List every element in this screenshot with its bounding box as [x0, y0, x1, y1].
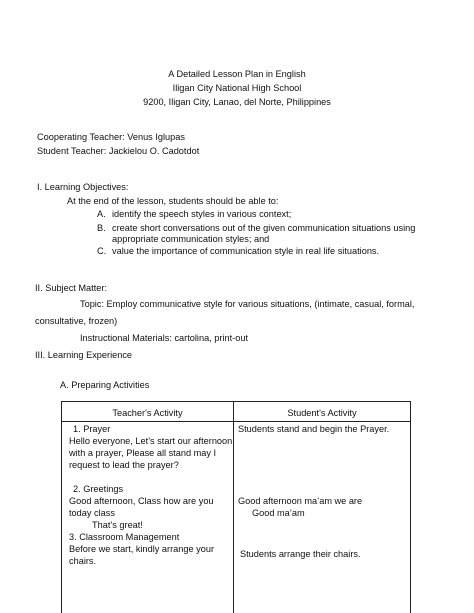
teacher-line: Hello everyone, Let’s start our afternoon: [69, 436, 233, 446]
preparing-activities-heading: A. Preparing Activities: [60, 380, 150, 390]
activities-table: [61, 401, 411, 613]
cooperating-teacher: Cooperating Teacher: Venus Iglupas: [37, 132, 185, 142]
student-response-greeting: Good afternoon ma’am we are: [238, 496, 363, 506]
student-response-prayer: Students stand and begin the Prayer.: [238, 424, 390, 434]
objective-marker-a: A.: [97, 209, 106, 219]
teacher-line: request to lead the prayer?: [69, 460, 179, 470]
school-address: 9200, Iligan City, Lanao, del Norte, Philippines: [143, 97, 331, 107]
objective-marker-c: C.: [97, 246, 107, 256]
teacher-line: today class: [69, 508, 115, 518]
student-response-chairs: Students arrange their chairs.: [240, 549, 361, 559]
teacher-line-prayer: 1. Prayer: [73, 424, 111, 434]
lesson-plan-title: A Detailed Lesson Plan in English: [168, 69, 306, 79]
topic-line-1: Topic: Employ communicative style for various situations, (intimate, casual, formal,: [80, 299, 415, 309]
topic-line-2: consultative, frozen): [35, 316, 118, 326]
student-response-greeting-2: Good ma’am: [252, 508, 305, 518]
instructional-materials: Instructional Materials: cartolina, print-out: [80, 333, 248, 343]
teacher-line-greetings: 2. Greetings: [73, 484, 124, 494]
teacher-activity-header: Teacher's Activity: [112, 408, 183, 418]
objective-b-line-2: appropriate communication styles; and: [112, 234, 270, 244]
objectives-intro: At the end of the lesson, students should be able to:: [67, 196, 279, 206]
teacher-line: Before we start, kindly arrange your: [69, 544, 215, 554]
table-column-divider: [233, 402, 234, 613]
objective-c-line-1: value the importance of communication style in real life situations.: [112, 246, 380, 256]
objective-marker-b: B.: [97, 223, 106, 233]
teacher-line: with a prayer, Please all stand may I: [69, 448, 217, 458]
objectives-heading: I. Learning Objectives:: [37, 182, 129, 192]
student-teacher: Student Teacher: Jackielou O. Cadotdot: [37, 146, 200, 156]
table-header-divider: [62, 421, 410, 422]
teacher-line: Good afternoon, Class how are you: [69, 496, 214, 506]
teacher-line-classroom-management: 3. Classroom Management: [69, 532, 180, 542]
teacher-line: That’s great!: [92, 520, 143, 530]
school-name: Iligan City National High School: [172, 83, 302, 93]
objective-b-line-1: create short conversations out of the given communication situations using: [112, 223, 416, 233]
objective-a-line-1: identify the speech styles in various context;: [112, 209, 292, 219]
learning-experience-heading: III. Learning Experience: [35, 350, 133, 360]
teacher-line: chairs.: [69, 556, 97, 566]
subject-matter-heading: II. Subject Matter:: [35, 283, 107, 293]
student-activity-header: Student's Activity: [287, 408, 357, 418]
